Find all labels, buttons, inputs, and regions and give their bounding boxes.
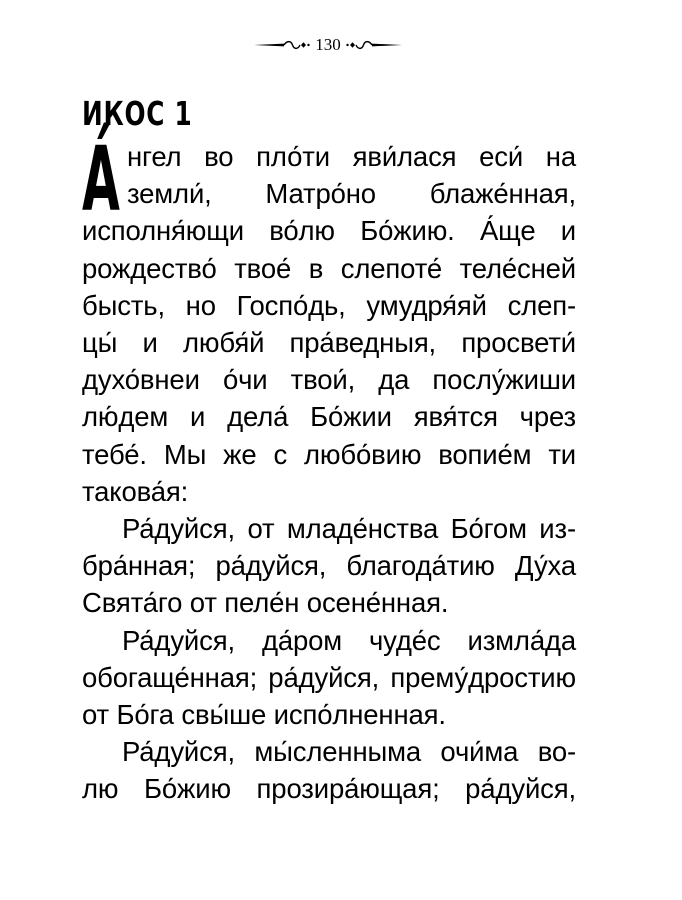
- text-line: от Бо́га свы́ше испо́лненная.: [82, 699, 446, 731]
- text-line: земли́, Матро́но блаже́нная,: [127, 178, 576, 210]
- drop-cap: [82, 127, 120, 231]
- text-line: исполня́ющи во́лю Бо́жию. А́ще и: [82, 215, 576, 247]
- text-line: лю Бо́жию прозира́ющая; ра́дуйся,: [82, 773, 576, 805]
- text-line: бра́нная; ра́дуйся, благода́тию Ду́ха: [82, 550, 576, 582]
- text-line: Ра́дуйся, от младе́нства Бо́гом из-: [122, 513, 576, 545]
- text-line: духо́внеи о́чи твои́, да послу́жиши: [82, 364, 576, 396]
- text-line: лю́дем и дела́ Бо́жии явя́тся чрез: [82, 401, 576, 433]
- text-line: Ра́дуйся, да́ром чуде́с измла́да: [122, 624, 576, 656]
- page-number: 130: [315, 35, 341, 54]
- drop-cap-letter: А́: [82, 127, 120, 231]
- text-line: цы́ и любя́й пра́ведныя, просвети́: [82, 327, 576, 359]
- text-line: такова́я:: [82, 475, 189, 507]
- text-line: нгел во пло́ти яви́лася еси́ на: [127, 141, 576, 172]
- text-line: Свята́го от пеле́н осене́нная.: [82, 587, 449, 619]
- flourish-ornament-left-icon: [254, 38, 310, 52]
- body-text: [82, 127, 576, 808]
- paragraph: [82, 127, 576, 510]
- paragraph: [82, 510, 576, 622]
- section-heading: ИКОС 1: [82, 94, 193, 133]
- paragraph: [82, 733, 576, 807]
- paragraph: [82, 622, 576, 734]
- text-line: рождество́ твое́ в слепоте́ теле́сней: [82, 252, 576, 284]
- text-line: тебе́. Мы же с любо́вию вопие́м ти: [82, 438, 576, 470]
- text-line: Ра́дуйся, мы́сленныма очи́ма во-: [122, 736, 576, 768]
- text-line: обогаще́нная; ра́дуйся, прему́дростию: [82, 661, 576, 693]
- flourish-ornament-right-icon: [346, 38, 402, 52]
- text-line: бысть, но Госпо́дь, умудря́яй слеп-: [82, 289, 576, 321]
